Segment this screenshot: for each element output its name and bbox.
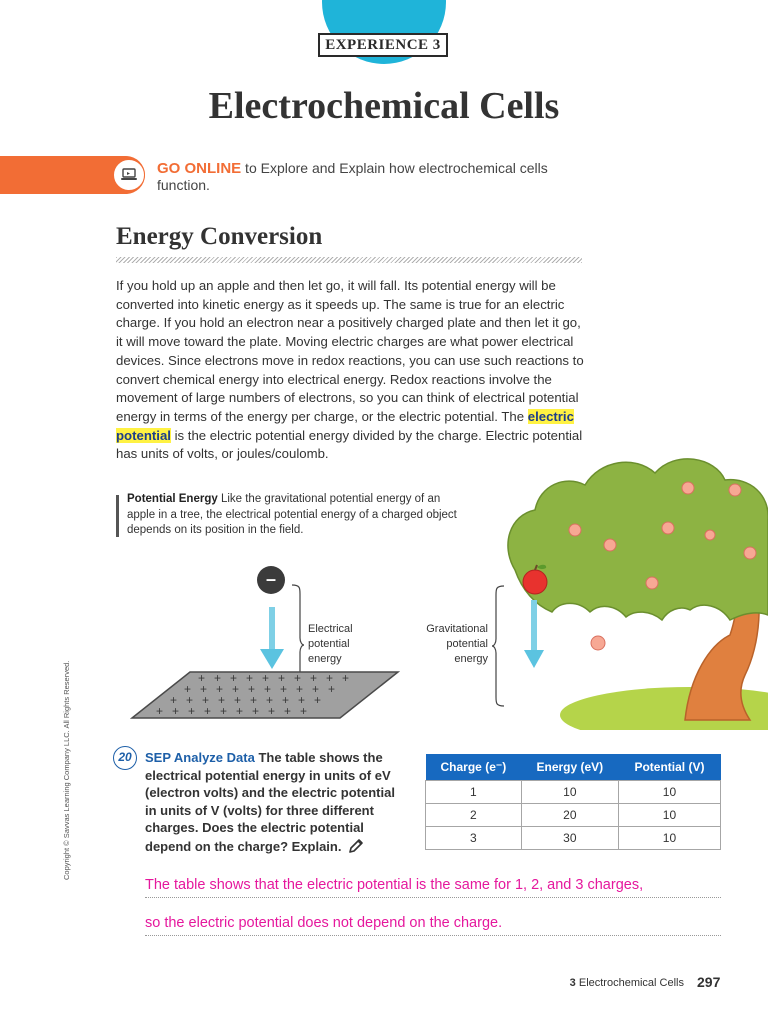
copyright-notice: Copyright © Savvas Learning Company LLC. All Rights Reserved. xyxy=(62,660,71,880)
question-text: The table shows the electrical potential energy in units of eV (electron volts) and the electric potential in units of V (volts) for three different charges. Does the electric potential depend on the charge? Explain. xyxy=(145,750,395,854)
plus-sign: + xyxy=(234,693,242,707)
vocabulary-term-electric-potential[interactable]: electric potential xyxy=(116,408,574,443)
plus-sign: + xyxy=(266,693,274,707)
electron xyxy=(257,566,285,594)
plus-sign: + xyxy=(296,682,304,696)
plus-sign: + xyxy=(202,693,210,707)
go-online-text[interactable] xyxy=(157,160,577,194)
table-cell: 10 xyxy=(618,827,720,850)
plus-sign: + xyxy=(198,671,206,685)
table-cell: 10 xyxy=(521,781,618,804)
answer-line-2[interactable]: so the electric potential does not depend on the charge. xyxy=(145,911,721,936)
plus-sign: + xyxy=(310,671,318,685)
plus-sign: + xyxy=(248,682,256,696)
table-cell: 30 xyxy=(521,827,618,850)
plus-sign: + xyxy=(186,693,194,707)
plus-sign: + xyxy=(284,704,292,718)
plus-sign: + xyxy=(314,693,322,707)
chapter-number: 3 xyxy=(569,977,576,989)
page-number: 297 xyxy=(697,974,721,990)
figure-caption xyxy=(127,492,457,539)
table-row xyxy=(426,804,721,827)
plus-sign: + xyxy=(282,693,290,707)
section-divider xyxy=(116,257,582,263)
plus-sign: + xyxy=(264,682,272,696)
plus-sign: + xyxy=(246,671,254,685)
question-sep-label: SEP Analyze Data xyxy=(145,750,255,765)
plus-sign: + xyxy=(326,671,334,685)
pencil-icon[interactable] xyxy=(347,837,365,855)
plus-sign: + xyxy=(156,704,164,718)
plus-sign: + xyxy=(184,682,192,696)
plus-sign: + xyxy=(170,693,178,707)
footer-chapter xyxy=(540,977,684,989)
data-table xyxy=(425,754,721,850)
plus-sign: + xyxy=(200,682,208,696)
apple-tree-illustration xyxy=(440,405,768,730)
plus-sign: + xyxy=(342,671,350,685)
plus-sign: + xyxy=(294,671,302,685)
plus-sign: + xyxy=(250,693,258,707)
caption-text: Like the gravitational potential energy of an apple in a tree, the electrical potential energy of a charged object depends on its position in the field. xyxy=(127,493,457,536)
page-title: Electrochemical Cells xyxy=(208,85,560,127)
plus-sign: + xyxy=(218,693,226,707)
column-header: Potential (V) xyxy=(618,754,720,781)
paragraph-text-2: is the electric potential energy divided by the charge. Electric potential has units of volts, or joules/coulomb. xyxy=(116,427,583,462)
table-header-row xyxy=(426,754,721,781)
table-cell: 3 xyxy=(426,827,522,850)
gravitational-bracket xyxy=(492,585,508,707)
experience-badge: EXPERIENCE 3 xyxy=(318,33,448,57)
table-cell: 20 xyxy=(521,804,618,827)
plus-sign: + xyxy=(214,671,222,685)
table-cell: 10 xyxy=(618,804,720,827)
plus-sign: + xyxy=(236,704,244,718)
go-online-description: to Explore and Explain how electrochemical cells function. xyxy=(157,160,548,193)
plus-sign: + xyxy=(262,671,270,685)
go-online-button[interactable] xyxy=(113,159,145,191)
electron-symbol: – xyxy=(265,569,276,589)
table-row xyxy=(426,827,721,850)
chapter-title: Electrochemical Cells xyxy=(575,977,684,989)
plus-sign: + xyxy=(280,682,288,696)
laptop-icon xyxy=(114,160,144,190)
plus-sign: + xyxy=(268,704,276,718)
electrical-arrow xyxy=(260,607,284,671)
table-cell: 2 xyxy=(426,804,522,827)
column-header: Charge (e⁻) xyxy=(426,754,522,781)
question-prompt xyxy=(145,749,410,855)
caption-bar xyxy=(116,495,119,537)
go-online-label: GO ONLINE xyxy=(157,160,242,177)
column-header: Energy (eV) xyxy=(521,754,618,781)
plus-sign: + xyxy=(172,704,180,718)
tree-canopy xyxy=(508,459,768,620)
plate-charges xyxy=(130,670,400,720)
paragraph-text-1: If you hold up an apple and then let go, it will fall. Its potential energy will be converted into kinetic energy as it speeds up. The same is true for an electric charge. If you hold an electron near a positively charged plate and then let it go, it will move toward the plate. Moving electric charges are what power electrical devices. Since electrons move in redox reactions, you can use such reactions to convert chemical energy into electrical energy. Redox reactions involve the movement of large numbers of electrons, so you can think of electrical potential energy in terms of the energy per charge, or the electric potential. The xyxy=(116,278,584,424)
table-row xyxy=(426,781,721,804)
gravitational-arrow xyxy=(524,600,544,672)
plus-sign: + xyxy=(232,682,240,696)
gravitational-label: Gravitational potential energy xyxy=(426,623,488,665)
table-cell: 10 xyxy=(618,781,720,804)
plus-sign: + xyxy=(252,704,260,718)
caption-title: Potential Energy xyxy=(127,493,218,505)
section-heading: Energy Conversion xyxy=(116,223,323,250)
answer-line-1[interactable]: The table shows that the electric potential is the same for 1, 2, and 3 charges, xyxy=(145,873,721,898)
plus-sign: + xyxy=(216,682,224,696)
question-number: 20 xyxy=(113,746,137,770)
plus-sign: + xyxy=(220,704,228,718)
plus-sign: + xyxy=(312,682,320,696)
plus-sign: + xyxy=(300,704,308,718)
plus-sign: + xyxy=(230,671,238,685)
plus-sign: + xyxy=(298,693,306,707)
plus-sign: + xyxy=(188,704,196,718)
electrical-label: Electrical potential energy xyxy=(308,623,353,665)
plus-sign: + xyxy=(204,704,212,718)
plus-sign: + xyxy=(278,671,286,685)
table-cell: 1 xyxy=(426,781,522,804)
plus-sign: + xyxy=(328,682,336,696)
